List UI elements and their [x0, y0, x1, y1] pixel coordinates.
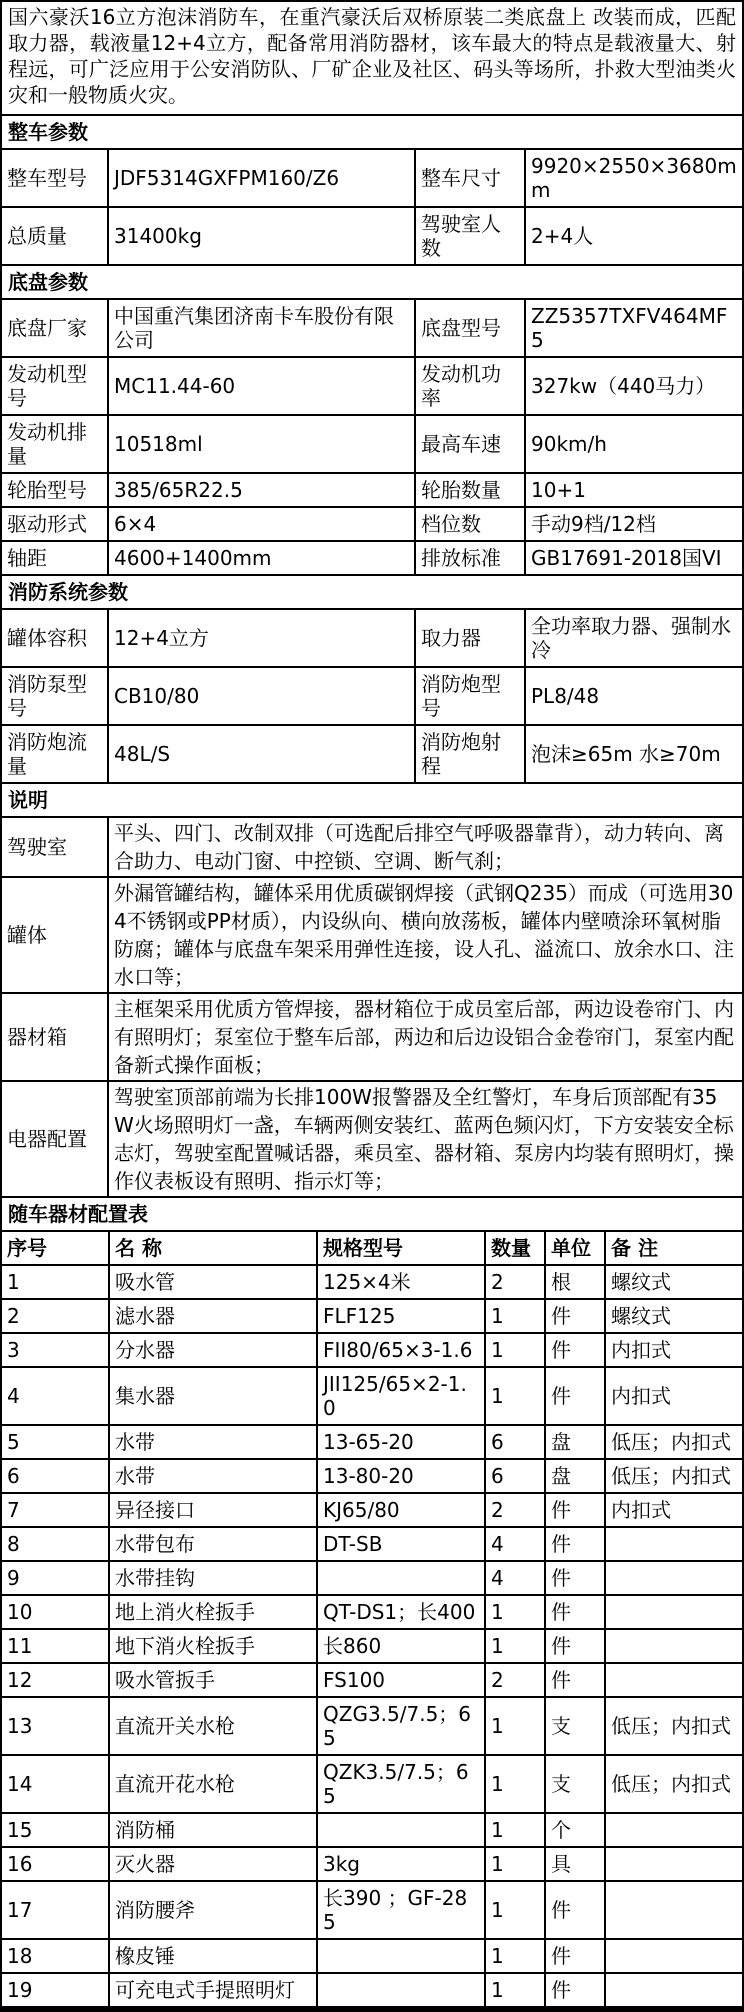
- table-row: [2, 1493, 742, 1527]
- equipment-qty: 4: [485, 1527, 545, 1561]
- equipment-header-spec: 规格型号: [317, 1232, 485, 1265]
- spec-value: 31400kg: [108, 207, 415, 265]
- spec-label: 发动机排量: [2, 415, 108, 473]
- table-row: [2, 541, 742, 575]
- equipment-note: [605, 1595, 742, 1629]
- equipment-name: 吸水管扳手: [109, 1663, 317, 1697]
- equipment-qty: 1: [485, 1813, 545, 1847]
- spec-label: 整车尺寸: [415, 150, 525, 207]
- section-title-chassis-params: 底盘参数: [2, 266, 742, 300]
- equipment-note: [605, 1939, 742, 1973]
- equipment-unit: 件: [545, 1367, 605, 1425]
- equipment-header-note: 备 注: [605, 1232, 742, 1265]
- note-label: 罐体: [2, 877, 108, 993]
- equipment-no: 7: [2, 1493, 109, 1527]
- section-title-vehicle-params: 整车参数: [2, 116, 742, 150]
- table-row: [2, 207, 742, 265]
- table-row: [2, 357, 742, 415]
- equipment-note: 内扣式: [605, 1493, 742, 1527]
- equipment-spec: FLF125: [317, 1299, 485, 1333]
- equipment-name: 吸水管: [109, 1265, 317, 1299]
- spec-label: 轴距: [2, 541, 108, 575]
- spec-value: CB10/80: [108, 667, 415, 725]
- table-row: [2, 1425, 742, 1459]
- table-row: [2, 1333, 742, 1367]
- equipment-no: 9: [2, 1561, 109, 1595]
- equipment-no: 8: [2, 1527, 109, 1561]
- spec-table-chassis: [2, 300, 742, 576]
- note-text: 外漏管罐结构，罐体采用优质碳钢焊接（武钢Q235）而成（可选用304不锈钢或PP材质），内设纵向、横向放荡板，罐体内壁喷涂环氧树脂防腐；罐体与底盘车架采用弹性连接，设人孔、溢流口、放余水口、注水口等；: [108, 877, 742, 993]
- equipment-spec: 13-80-20: [317, 1459, 485, 1493]
- equipment-no: 3: [2, 1333, 109, 1367]
- equipment-spec: FS100: [317, 1663, 485, 1697]
- equipment-qty: 1: [485, 1629, 545, 1663]
- equipment-note: [605, 1847, 742, 1881]
- note-label: 器材箱: [2, 993, 108, 1081]
- equipment-unit: 件: [545, 1527, 605, 1561]
- table-row: [2, 1265, 742, 1299]
- note-text: 平头、四门、改制双排（可选配后排空气呼吸器靠背），动力转向、离合助力、电动门窗、中控锁、空调、断气刹；: [108, 818, 742, 877]
- table-row: [2, 473, 742, 507]
- equipment-note: 低压；内扣式: [605, 1425, 742, 1459]
- table-row: [2, 1973, 742, 2007]
- spec-label: 罐体容积: [2, 610, 108, 667]
- equipment-no: 1: [2, 1265, 109, 1299]
- intro-paragraph: 国六豪沃16立方泡沫消防车，在重汽豪沃后双桥原装二类底盘上 改装而成，匹配取力器，载液量12+4立方，配备常用消防器材，该车最大的特点是载液量大、射程远，可广泛应用于公安消防队、厂矿企业及社区、码头等场所，扑救大型油类火灾和一般物质火灾。: [2, 2, 742, 116]
- spec-value: JDF5314GXFPM160/Z6: [108, 150, 415, 207]
- note-label: 电器配置: [2, 1081, 108, 1197]
- equipment-spec: FII80/65×3-1.6: [317, 1333, 485, 1367]
- spec-value: 327kw（440马力）: [525, 357, 742, 415]
- equipment-unit: 个: [545, 1813, 605, 1847]
- spec-label: 取力器: [415, 610, 525, 667]
- spec-value: 48L/S: [108, 725, 415, 783]
- spec-label: 发动机型号: [2, 357, 108, 415]
- table-row: [2, 1299, 742, 1333]
- equipment-name: 直流开花水枪: [109, 1755, 317, 1813]
- equipment-table: [2, 1232, 742, 2008]
- equipment-unit: 件: [545, 1595, 605, 1629]
- equipment-qty: 6: [485, 1425, 545, 1459]
- equipment-name: 地上消火栓扳手: [109, 1595, 317, 1629]
- equipment-note: 低压；内扣式: [605, 1697, 742, 1755]
- equipment-spec: 125×4米: [317, 1265, 485, 1299]
- equipment-qty: 4: [485, 1561, 545, 1595]
- table-row: [2, 993, 742, 1081]
- note-text: 主框架采用优质方管焊接，器材箱位于成员室后部，两边设卷帘门、内有照明灯；泵室位于整车后部，两边和后边设铝合金卷帘门，泵室内配备新式操作面板；: [108, 993, 742, 1081]
- spec-value: 泡沫≥65m 水≥70m: [525, 725, 742, 783]
- spec-table-fire-system: [2, 610, 742, 784]
- equipment-no: 17: [2, 1881, 109, 1939]
- equipment-name: 橡皮锤: [109, 1939, 317, 1973]
- spec-label: 底盘厂家: [2, 300, 108, 357]
- equipment-note: [605, 1813, 742, 1847]
- table-row: [2, 610, 742, 667]
- equipment-spec: [317, 1813, 485, 1847]
- table-row: [2, 1459, 742, 1493]
- spec-label: 底盘型号: [415, 300, 525, 357]
- spec-label: 驾驶室人数: [415, 207, 525, 265]
- section-title-fire-system-params: 消防系统参数: [2, 576, 742, 610]
- spec-value: MC11.44-60: [108, 357, 415, 415]
- equipment-note: [605, 1629, 742, 1663]
- equipment-unit: 件: [545, 1973, 605, 2007]
- equipment-spec: [317, 1939, 485, 1973]
- equipment-spec: QT-DS1；长400: [317, 1595, 485, 1629]
- equipment-no: 14: [2, 1755, 109, 1813]
- table-row: [2, 300, 742, 357]
- equipment-spec: KJ65/80: [317, 1493, 485, 1527]
- equipment-note: 螺纹式: [605, 1265, 742, 1299]
- equipment-unit: 支: [545, 1755, 605, 1813]
- equipment-unit: 件: [545, 1629, 605, 1663]
- equipment-unit: 件: [545, 1299, 605, 1333]
- spec-label: 最高车速: [415, 415, 525, 473]
- table-row: [2, 1755, 742, 1813]
- equipment-unit: 支: [545, 1697, 605, 1755]
- table-row: [2, 1939, 742, 1973]
- equipment-note: [605, 1561, 742, 1595]
- section-title-notes: 说明: [2, 784, 742, 818]
- equipment-note: 螺纹式: [605, 1299, 742, 1333]
- table-row: [2, 507, 742, 541]
- equipment-qty: 6: [485, 1459, 545, 1493]
- equipment-unit: 件: [545, 1333, 605, 1367]
- equipment-name: 水带: [109, 1425, 317, 1459]
- equipment-name: 滤水器: [109, 1299, 317, 1333]
- spec-value: 2+4人: [525, 207, 742, 265]
- equipment-qty: 1: [485, 1755, 545, 1813]
- equipment-qty: 2: [485, 1265, 545, 1299]
- equipment-qty: 1: [485, 1881, 545, 1939]
- equipment-name: 可充电式手提照明灯: [109, 1973, 317, 2007]
- table-row: [2, 1881, 742, 1939]
- equipment-name: 地下消火栓扳手: [109, 1629, 317, 1663]
- equipment-no: 13: [2, 1697, 109, 1755]
- equipment-spec: 3kg: [317, 1847, 485, 1881]
- equipment-unit: 具: [545, 1847, 605, 1881]
- section-title-equipment-list: 随车器材配置表: [2, 1198, 742, 1232]
- spec-value: 4600+1400mm: [108, 541, 415, 575]
- equipment-spec: 长390 ；GF-285: [317, 1881, 485, 1939]
- table-row: [2, 1367, 742, 1425]
- spec-label: 消防炮流量: [2, 725, 108, 783]
- equipment-name: 消防桶: [109, 1813, 317, 1847]
- equipment-name: 分水器: [109, 1333, 317, 1367]
- equipment-spec: 13-65-20: [317, 1425, 485, 1459]
- equipment-note: 低压；内扣式: [605, 1755, 742, 1813]
- equipment-qty: 2: [485, 1493, 545, 1527]
- spec-label: 整车型号: [2, 150, 108, 207]
- spec-table-vehicle: [2, 150, 742, 266]
- equipment-no: 6: [2, 1459, 109, 1493]
- table-row: [2, 150, 742, 207]
- table-row: [2, 1813, 742, 1847]
- table-row: [2, 415, 742, 473]
- equipment-no: 16: [2, 1847, 109, 1881]
- equipment-qty: 1: [485, 1973, 545, 2007]
- equipment-qty: 1: [485, 1847, 545, 1881]
- equipment-spec: JII125/65×2-1.0: [317, 1367, 485, 1425]
- spec-value: 9920×2550×3680mm: [525, 150, 742, 207]
- equipment-note: 内扣式: [605, 1333, 742, 1367]
- equipment-spec: QZK3.5/7.5；65: [317, 1755, 485, 1813]
- equipment-qty: 1: [485, 1299, 545, 1333]
- equipment-unit: 根: [545, 1265, 605, 1299]
- spec-label: 消防炮型号: [415, 667, 525, 725]
- equipment-unit: 件: [545, 1561, 605, 1595]
- equipment-name: 水带: [109, 1459, 317, 1493]
- spec-value: 12+4立方: [108, 610, 415, 667]
- equipment-name: 消防腰斧: [109, 1881, 317, 1939]
- table-row: [2, 1697, 742, 1755]
- spec-label: 消防炮射程: [415, 725, 525, 783]
- table-row: [2, 877, 742, 993]
- equipment-unit: 件: [545, 1881, 605, 1939]
- equipment-spec: QZG3.5/7.5；65: [317, 1697, 485, 1755]
- table-row: [2, 1081, 742, 1197]
- spec-value: GB17691-2018国VI: [525, 541, 742, 575]
- equipment-no: 5: [2, 1425, 109, 1459]
- equipment-name: 直流开关水枪: [109, 1697, 317, 1755]
- equipment-qty: 1: [485, 1595, 545, 1629]
- table-row: [2, 1629, 742, 1663]
- table-row: [2, 667, 742, 725]
- spec-label: 发动机功率: [415, 357, 525, 415]
- equipment-spec: DT-SB: [317, 1527, 485, 1561]
- spec-label: 轮胎型号: [2, 473, 108, 507]
- equipment-no: 10: [2, 1595, 109, 1629]
- spec-value: 手动9档/12档: [525, 507, 742, 541]
- spec-value: 10518ml: [108, 415, 415, 473]
- spec-value: 10+1: [525, 473, 742, 507]
- equipment-name: 灭火器: [109, 1847, 317, 1881]
- equipment-spec: [317, 1973, 485, 2007]
- table-row: [2, 1847, 742, 1881]
- table-row: [2, 1595, 742, 1629]
- spec-value: 6×4: [108, 507, 415, 541]
- equipment-unit: 盘: [545, 1459, 605, 1493]
- equipment-qty: 1: [485, 1697, 545, 1755]
- equipment-unit: 件: [545, 1493, 605, 1527]
- equipment-note: [605, 1527, 742, 1561]
- equipment-no: 18: [2, 1939, 109, 1973]
- equipment-qty: 1: [485, 1939, 545, 1973]
- table-row: [2, 818, 742, 877]
- equipment-no: 12: [2, 1663, 109, 1697]
- spec-value: 中国重汽集团济南卡车股份有限公司: [108, 300, 415, 357]
- table-row: [2, 1527, 742, 1561]
- spec-value: 90km/h: [525, 415, 742, 473]
- table-row: [2, 725, 742, 783]
- equipment-header-name: 名 称: [109, 1232, 317, 1265]
- equipment-header-unit: 单位: [545, 1232, 605, 1265]
- equipment-name: 水带挂钩: [109, 1561, 317, 1595]
- equipment-qty: 1: [485, 1333, 545, 1367]
- spec-value: 385/65R22.5: [108, 473, 415, 507]
- equipment-no: 19: [2, 1973, 109, 2007]
- spec-value: 全功率取力器、强制水冷: [525, 610, 742, 667]
- equipment-header-no: 序号: [2, 1232, 109, 1265]
- equipment-name: 水带包布: [109, 1527, 317, 1561]
- equipment-unit: 件: [545, 1939, 605, 1973]
- equipment-note: [605, 1973, 742, 2007]
- table-row: [2, 1561, 742, 1595]
- equipment-spec: [317, 1561, 485, 1595]
- equipment-qty: 1: [485, 1367, 545, 1425]
- equipment-header-row: [2, 1232, 742, 1265]
- note-label: 驾驶室: [2, 818, 108, 877]
- equipment-unit: 盘: [545, 1425, 605, 1459]
- equipment-note: [605, 1881, 742, 1939]
- spec-value: PL8/48: [525, 667, 742, 725]
- equipment-no: 15: [2, 1813, 109, 1847]
- note-text: 驾驶室顶部前端为长排100W报警器及全红警灯，车身后顶部配有35W火场照明灯一盏，车辆两侧安装红、蓝两色频闪灯，下方安装安全标志灯，驾驶室配置喊话器，乘员室、器材箱、泵房内均装有照明灯，操作仪表板设有照明、指示灯等；: [108, 1081, 742, 1197]
- equipment-no: 2: [2, 1299, 109, 1333]
- equipment-note: 低压；内扣式: [605, 1459, 742, 1493]
- equipment-unit: 件: [545, 1663, 605, 1697]
- equipment-note: [605, 1663, 742, 1697]
- table-row: [2, 1663, 742, 1697]
- equipment-name: 集水器: [109, 1367, 317, 1425]
- equipment-name: 异径接口: [109, 1493, 317, 1527]
- spec-label: 驱动形式: [2, 507, 108, 541]
- notes-table: [2, 818, 742, 1198]
- equipment-header-qty: 数量: [485, 1232, 545, 1265]
- equipment-note: 内扣式: [605, 1367, 742, 1425]
- spec-label: 消防泵型号: [2, 667, 108, 725]
- equipment-qty: 2: [485, 1663, 545, 1697]
- spec-label: 档位数: [415, 507, 525, 541]
- equipment-no: 11: [2, 1629, 109, 1663]
- spec-label: 总质量: [2, 207, 108, 265]
- spec-label: 排放标准: [415, 541, 525, 575]
- equipment-no: 4: [2, 1367, 109, 1425]
- equipment-spec: 长860: [317, 1629, 485, 1663]
- spec-value: ZZ5357TXFV464MF5: [525, 300, 742, 357]
- spec-label: 轮胎数量: [415, 473, 525, 507]
